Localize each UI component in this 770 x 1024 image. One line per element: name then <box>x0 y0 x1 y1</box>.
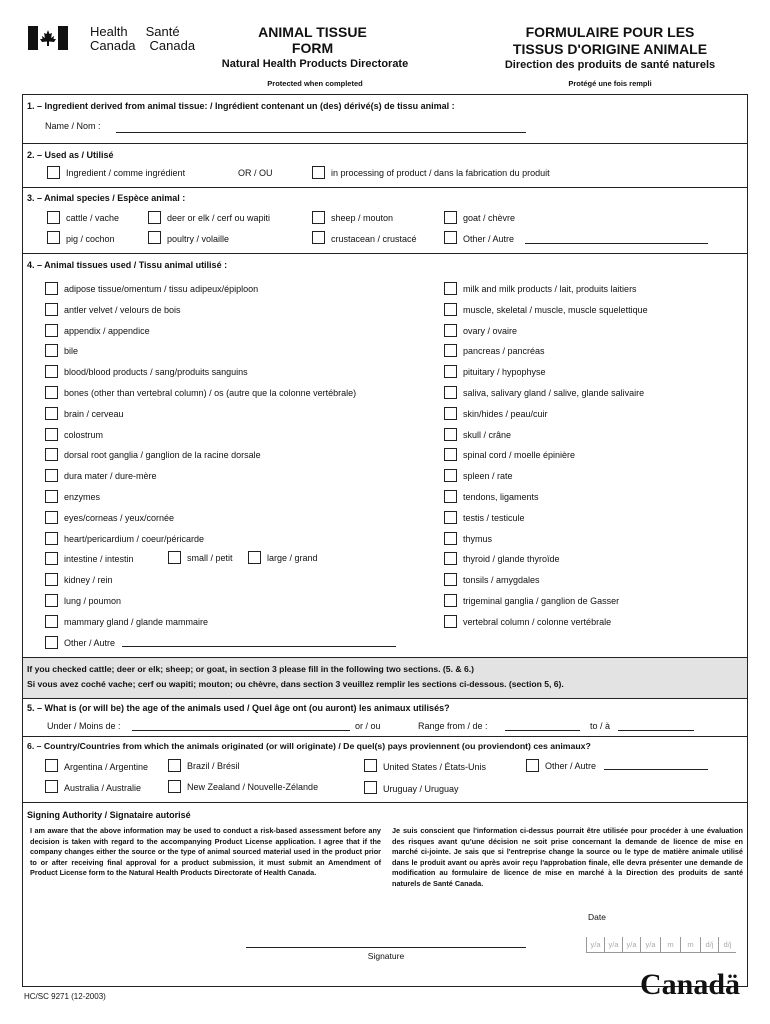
tissue-right-14-checkbox[interactable] <box>444 573 457 586</box>
tissue-right-1-checkbox[interactable] <box>444 303 457 316</box>
tissue-right-12-label: thymus <box>463 533 493 544</box>
tissue-left-11-checkbox[interactable] <box>45 511 58 524</box>
tissue-left-3-label: bile <box>64 346 79 357</box>
tissue-right-4-label: pituitary / hypophyse <box>463 367 546 378</box>
tissue-left-10-label: enzymes <box>64 492 101 502</box>
intestine-large-label: large / grand <box>267 553 318 563</box>
tissue-right-9-checkbox[interactable] <box>444 469 457 482</box>
intestine-small-label: small / petit <box>187 553 233 563</box>
under-label: Under / Moins de : <box>47 721 121 731</box>
divider <box>22 736 748 737</box>
tissue-right-16-label: vertebral column / colonne vertébrale <box>463 616 612 627</box>
species-pig-checkbox[interactable] <box>47 231 60 244</box>
tissue-left-6-label: brain / cerveau <box>64 408 124 419</box>
tissue-right-7-checkbox[interactable] <box>444 428 457 441</box>
intestine-large-checkbox[interactable] <box>248 551 261 564</box>
tissue-right-8-label: spinal cord / moelle épinière <box>463 450 576 461</box>
name-label: Name / Nom : <box>45 121 101 131</box>
tissue-left-0-checkbox[interactable] <box>45 282 58 295</box>
directorate-en: Natural Health Products Directorate <box>221 58 409 70</box>
tissue-left-8-checkbox[interactable] <box>45 448 58 461</box>
tissue-right-11-label: testis / testicule <box>463 512 525 523</box>
protected-note-fr: Protégé une fois rempli <box>568 79 652 88</box>
intestine-small-checkbox[interactable] <box>168 551 181 564</box>
tissue-left-13-label: intestine / intestin <box>64 554 134 565</box>
department-name: Health Santé Canada Canada <box>90 24 196 53</box>
divider <box>22 657 748 658</box>
tissue-right-0-checkbox[interactable] <box>444 282 457 295</box>
form-title-fr: FORMULAIRE POUR LES TISSUS D'ORIGINE ANIMALE <box>512 24 708 57</box>
country-usa-label: United States / États-Unis <box>383 762 487 772</box>
date-box[interactable]: m <box>680 937 700 953</box>
tissue-left-12-checkbox[interactable] <box>45 532 58 545</box>
country-usa-checkbox[interactable] <box>364 759 377 772</box>
range-from-field[interactable] <box>505 730 580 731</box>
species-cattle-checkbox[interactable] <box>47 211 60 224</box>
country-other-checkbox[interactable] <box>526 759 539 772</box>
tissue-left-12-label: heart/pericardium / coeur/péricarde <box>64 533 205 544</box>
tissue-left-8-label: dorsal root ganglia / ganglion de la racine dorsale <box>64 450 261 461</box>
tissue-right-0-label: milk and milk products / lait, produits laitiers <box>463 284 637 294</box>
form-title-en: ANIMAL TISSUE FORM <box>258 24 367 56</box>
tissue-left-4-label: blood/blood products / sang/produits sanguins <box>64 367 248 378</box>
country-brazil-checkbox[interactable] <box>168 759 181 772</box>
range-to-label: to / à <box>590 721 611 731</box>
name-field[interactable] <box>116 132 526 133</box>
country-nz-label: New Zealand / Nouvelle-Zélande <box>187 782 319 792</box>
section-5-title: 5. – What is (or will be) the age of the animals used / Quel âge ont (ou auront) les animaux utilisés? <box>27 703 450 713</box>
country-uruguay-label: Uruguay / Uruguay <box>383 784 459 794</box>
tissue-right-2-label: ovary / ovaire <box>463 325 518 336</box>
used-in-processing-label: in processing of product / dans la fabrication du produit <box>331 168 550 178</box>
country-argentina-label: Argentina / Argentine <box>64 762 149 772</box>
tissue-left-17-checkbox[interactable] <box>45 636 58 649</box>
tissue-right-3-label: pancreas / pancréas <box>463 346 545 357</box>
tissue-left-1-label: antler velvet / velours de bois <box>64 304 181 315</box>
section-3-title: 3. – Animal species / Espèce animal : <box>27 193 186 203</box>
tissue-right-14-label: tonsils / amygdales <box>463 575 540 586</box>
species-crustacean-label: crustacean / crustacé <box>331 234 417 244</box>
species-cattle-label: cattle / vache <box>66 213 120 223</box>
or-label: or / ou <box>355 721 381 731</box>
species-deer-label: deer or elk / cerf ou wapiti <box>167 213 271 223</box>
date-box[interactable]: y/a <box>640 937 660 953</box>
country-brazil-label: Brazil / Brésil <box>187 761 240 771</box>
tissue-left-3-checkbox[interactable] <box>45 344 58 357</box>
under-age-field[interactable] <box>132 730 350 731</box>
tissue-right-15-label: trigeminal ganglia / ganglion de Gasser <box>463 596 620 606</box>
country-other-field[interactable] <box>604 769 708 770</box>
species-other-checkbox[interactable] <box>444 231 457 244</box>
date-box[interactable]: d/j <box>718 937 736 953</box>
directorate-fr: Direction des produits de santé naturels <box>504 59 716 71</box>
date-box[interactable]: y/a <box>622 937 640 953</box>
tissue-right-11-checkbox[interactable] <box>444 511 457 524</box>
country-australia-label: Australia / Australie <box>64 783 142 793</box>
country-australia-checkbox[interactable] <box>45 780 58 793</box>
tissue-left-2-checkbox[interactable] <box>45 324 58 337</box>
tissue-right-4-checkbox[interactable] <box>444 365 457 378</box>
tissue-left-4-checkbox[interactable] <box>45 365 58 378</box>
section-1-title: 1. – Ingredient derived from animal tissue: / Ingrédient contenant un (des) dérivé(s) de tissu animal : <box>27 101 455 111</box>
signature-label: Signature <box>367 951 405 961</box>
protected-note-en: Protected when completed <box>267 79 363 88</box>
tissue-left-15-checkbox[interactable] <box>45 594 58 607</box>
date-box[interactable]: y/a <box>604 937 622 953</box>
tissue-right-13-checkbox[interactable] <box>444 552 457 565</box>
species-pig-label: pig / cochon <box>66 234 115 244</box>
tissue-right-15-checkbox[interactable] <box>444 594 457 607</box>
divider <box>22 143 748 144</box>
tissue-right-6-label: skin/hides / peau/cuir <box>463 408 548 419</box>
notice-en: If you checked cattle; deer or elk; sheep; or goat, in section 3 please fill in the following two sections. (5. & 6.) <box>27 664 474 674</box>
divider <box>22 253 748 254</box>
country-argentina-checkbox[interactable] <box>45 759 58 772</box>
tissue-right-16-checkbox[interactable] <box>444 615 457 628</box>
tissue-right-7-label: skull / crâne <box>463 429 512 440</box>
tissue-other-field[interactable] <box>122 646 396 647</box>
tissue-left-14-checkbox[interactable] <box>45 573 58 586</box>
country-uruguay-checkbox[interactable] <box>364 781 377 794</box>
tissue-left-16-checkbox[interactable] <box>45 615 58 628</box>
species-poultry-label: poultry / volaille <box>167 234 230 244</box>
tissue-left-17-label: Other / Autre <box>64 637 116 648</box>
tissue-right-5-checkbox[interactable] <box>444 386 457 399</box>
divider <box>22 698 748 699</box>
tissue-left-9-checkbox[interactable] <box>45 469 58 482</box>
tissue-left-13-checkbox[interactable] <box>45 552 58 565</box>
tissue-right-13-label: thyroid / glande thyroïde <box>463 554 560 565</box>
tissue-right-9-label: spleen / rate <box>463 471 513 482</box>
section-2-title: 2. – Used as / Utilisé <box>27 150 114 160</box>
used-as-ingredient-checkbox[interactable] <box>47 166 60 179</box>
form-number: HC/SC 9271 (12-2003) <box>24 992 106 1001</box>
tissue-left-1-checkbox[interactable] <box>45 303 58 316</box>
species-goat-label: goat / chèvre <box>463 213 516 223</box>
or-label: OR / OU <box>238 168 273 178</box>
tissue-left-5-label: bones (other than vertebral column) / os (autre que la colonne vertébrale) <box>64 388 357 398</box>
tissue-left-10-checkbox[interactable] <box>45 490 58 503</box>
range-to-field[interactable] <box>618 730 694 731</box>
date-box[interactable]: m <box>660 937 680 953</box>
section-6-title: 6. – Country/Countries from which the animals originated (or will originate) / De quel(s) pays proviennent (ou proviendont) ces animaux? <box>27 741 591 751</box>
tissue-right-5-label: saliva, salivary gland / salive, glande salivaire <box>463 388 645 398</box>
notice-fr: Si vous avez coché vache; cerf ou wapiti; mouton; ou chèvre, dans section 3 veuillez remplir les sections ci-dessous. (section 5, 6). <box>27 679 564 689</box>
tissue-left-15-label: lung / poumon <box>64 596 122 606</box>
tissue-left-7-label: colostrum <box>64 429 104 440</box>
species-poultry-checkbox[interactable] <box>148 231 161 244</box>
species-goat-checkbox[interactable] <box>444 211 457 224</box>
divider <box>22 187 748 188</box>
date-label: Date <box>588 912 606 922</box>
tissue-left-5-checkbox[interactable] <box>45 386 58 399</box>
section-4-title: 4. – Animal tissues used / Tissu animal utilisé : <box>27 260 228 270</box>
species-sheep-label: sheep / mouton <box>331 213 394 223</box>
tissue-right-3-checkbox[interactable] <box>444 344 457 357</box>
tissue-left-14-label: kidney / rein <box>64 575 113 586</box>
range-from-label: Range from / de : <box>418 721 488 731</box>
tissue-left-2-label: appendix / appendice <box>64 325 150 336</box>
tissue-right-10-checkbox[interactable] <box>444 490 457 503</box>
species-other-field[interactable] <box>525 243 708 244</box>
tissue-right-6-checkbox[interactable] <box>444 407 457 420</box>
tissue-right-1-label: muscle, skeletal / muscle, muscle squelettique <box>463 304 648 315</box>
tissue-right-10-label: tendons, ligaments <box>463 492 539 502</box>
tissue-right-2-checkbox[interactable] <box>444 324 457 337</box>
country-other-label: Other / Autre <box>545 761 597 771</box>
tissue-left-0-label: adipose tissue/omentum / tissu adipeux/épiploon <box>64 284 259 294</box>
tissue-left-6-checkbox[interactable] <box>45 407 58 420</box>
date-box[interactable]: y/a <box>586 937 604 953</box>
tissue-left-11-label: eyes/corneas / yeux/cornée <box>64 512 175 523</box>
used-in-processing-checkbox[interactable] <box>312 166 325 179</box>
canada-flag-icon <box>28 26 68 50</box>
signature-line[interactable] <box>246 947 526 948</box>
species-crustacean-checkbox[interactable] <box>312 231 325 244</box>
tissue-left-16-label: mammary gland / glande mammaire <box>64 616 209 627</box>
species-deer-checkbox[interactable] <box>148 211 161 224</box>
tissue-right-8-checkbox[interactable] <box>444 448 457 461</box>
tissue-right-12-checkbox[interactable] <box>444 532 457 545</box>
species-sheep-checkbox[interactable] <box>312 211 325 224</box>
tissue-left-9-label: dura mater / dure-mère <box>64 471 157 482</box>
used-as-ingredient-label: Ingredient / comme ingrédient <box>66 168 186 178</box>
divider <box>22 802 748 803</box>
country-nz-checkbox[interactable] <box>168 780 181 793</box>
date-box[interactable]: d/j <box>700 937 718 953</box>
signing-title: Signing Authority / Signataire autorisé <box>27 810 191 820</box>
declaration-fr: Je suis conscient que l'information ci-dessus pourrait être utilisée pour procéder à une évaluation des risques avant qu'une décision ne soit prise concernant la demande de licence de mise en marché ci-jointe. Je sais que si l'entreprise change la source ou le type de matière animale utilisé dans le produit avant ou après avoir reçu l'approbation finale, elle devra présenter une demande de modification au formulaire de licence de mise en marché à la Direction des produits de santé naturels de Santé Canada. <box>392 826 743 888</box>
declaration-en: I am aware that the above information may be used to conduct a risk-based assessment before any decision is taken with regard to the accompanying Product License application. I agree that if the company changes either the source or the type of animal sourced material used in the product prior to or after receiving final approval for a product submission, it must submit an Amendment of Product License form to the Natural Health Products Directorate of Health Canada. <box>30 826 381 877</box>
tissue-left-7-checkbox[interactable] <box>45 428 58 441</box>
species-other-label: Other / Autre <box>463 234 515 244</box>
canada-wordmark: Canadä <box>640 968 741 1001</box>
